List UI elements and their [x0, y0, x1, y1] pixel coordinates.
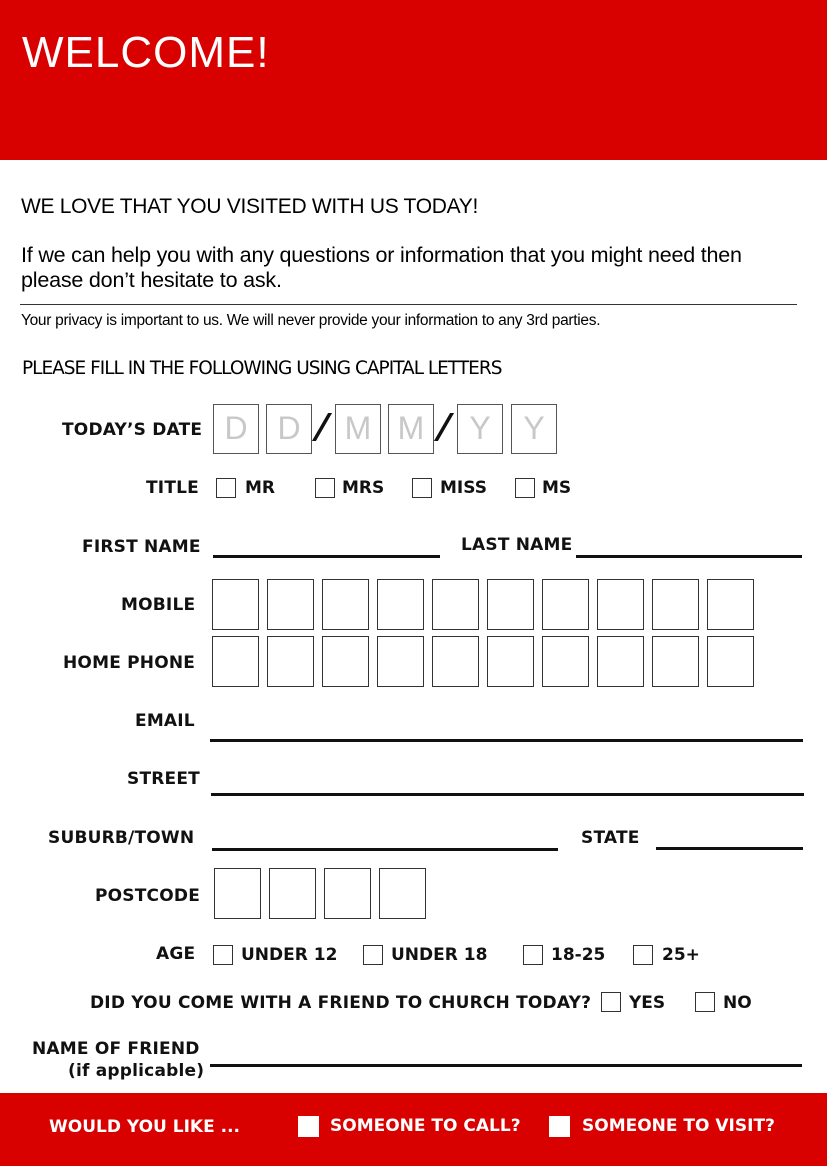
home-phone-digit-box[interactable] [377, 636, 424, 687]
age-25-plus-checkbox[interactable] [633, 945, 653, 965]
age-18-25-checkbox[interactable] [523, 945, 543, 965]
age-25-plus-label: 25+ [662, 945, 700, 965]
title-mrs-label: MRS [342, 478, 385, 498]
title-mr-checkbox[interactable] [216, 478, 236, 498]
date-separator [312, 413, 332, 441]
call-checkbox[interactable] [298, 1116, 319, 1137]
age-under-12-checkbox[interactable] [213, 945, 233, 965]
mobile-digit-box[interactable] [267, 579, 314, 630]
friend-yes-checkbox[interactable] [601, 992, 621, 1012]
visit-option-label: SOMEONE TO VISIT? [582, 1116, 775, 1136]
age-under-12-label: UNDER 12 [241, 945, 338, 965]
visit-checkbox[interactable] [549, 1116, 570, 1137]
age-under-18-label: UNDER 18 [391, 945, 488, 965]
state-label: STATE [581, 828, 640, 848]
mobile-digit-box[interactable] [212, 579, 259, 630]
mobile-digit-box[interactable] [597, 579, 644, 630]
mobile-label: MOBILE [121, 595, 196, 615]
intro-heading: WE LOVE THAT YOU VISITED WITH US TODAY! [21, 195, 478, 218]
home-phone-digit-box[interactable] [652, 636, 699, 687]
postcode-digit-box[interactable] [379, 868, 426, 919]
mobile-digit-box[interactable] [322, 579, 369, 630]
mobile-digit-box[interactable] [487, 579, 534, 630]
date-day-digit-1[interactable]: D [213, 404, 259, 454]
header-banner [0, 0, 827, 160]
title-miss-checkbox[interactable] [412, 478, 432, 498]
mobile-digit-box[interactable] [707, 579, 754, 630]
page-title: WELCOME! [22, 28, 270, 77]
friend-yes-label: YES [629, 993, 666, 1013]
home-phone-digit-box[interactable] [212, 636, 259, 687]
home-phone-label: HOME PHONE [63, 653, 196, 673]
street-field[interactable] [211, 793, 804, 796]
postcode-digit-box[interactable] [324, 868, 371, 919]
title-mrs-checkbox[interactable] [315, 478, 335, 498]
title-miss-label: MISS [440, 478, 487, 498]
title-ms-label: MS [542, 478, 572, 498]
state-field[interactable] [656, 847, 803, 850]
friend-no-label: NO [723, 993, 752, 1013]
suburb-label: SUBURB/TOWN [48, 828, 195, 848]
age-18-25-label: 18-25 [551, 945, 606, 965]
suburb-field[interactable] [212, 848, 558, 851]
mobile-digit-box[interactable] [432, 579, 479, 630]
street-label: STREET [127, 769, 200, 789]
footer-banner [0, 1093, 827, 1166]
friend-name-field[interactable] [210, 1064, 802, 1067]
postcode-digit-box[interactable] [269, 868, 316, 919]
mobile-digit-box[interactable] [652, 579, 699, 630]
home-phone-digit-box[interactable] [267, 636, 314, 687]
friend-no-checkbox[interactable] [695, 992, 715, 1012]
date-month-digit-1[interactable]: M [335, 404, 381, 454]
date-day-digit-2[interactable]: D [266, 404, 312, 454]
last-name-field[interactable] [576, 555, 802, 558]
footer-prompt: WOULD YOU LIKE ... [49, 1117, 240, 1137]
postcode-label: POSTCODE [95, 886, 201, 906]
home-phone-digit-box[interactable] [597, 636, 644, 687]
home-phone-digit-box[interactable] [707, 636, 754, 687]
friend-question-label: DID YOU COME WITH A FRIEND TO CHURCH TODAY? [90, 993, 592, 1013]
title-mr-label: MR [245, 478, 276, 498]
title-ms-checkbox[interactable] [515, 478, 535, 498]
intro-text: If we can help you with any questions or information that you might need then please don’t hesitate to ask. [21, 243, 742, 292]
postcode-digit-box[interactable] [214, 868, 261, 919]
divider [20, 304, 797, 305]
home-phone-digit-box[interactable] [322, 636, 369, 687]
mobile-digit-box[interactable] [377, 579, 424, 630]
date-year-digit-2[interactable]: Y [511, 404, 557, 454]
friend-name-hint: (if applicable) [68, 1061, 205, 1081]
email-field[interactable] [210, 739, 803, 742]
date-label: TODAY’S DATE [62, 420, 203, 440]
date-separator [434, 413, 454, 441]
email-label: EMAIL [135, 711, 195, 731]
age-under-18-checkbox[interactable] [363, 945, 383, 965]
home-phone-digit-box[interactable] [432, 636, 479, 687]
form-instructions: PLEASE FILL IN THE FOLLOWING USING CAPITAL LETTERS [22, 358, 502, 379]
date-month-digit-2[interactable]: M [388, 404, 434, 454]
home-phone-digit-box[interactable] [487, 636, 534, 687]
age-label: AGE [156, 944, 196, 964]
title-label: TITLE [146, 478, 199, 498]
privacy-notice: Your privacy is important to us. We will never provide your information to any 3rd parties. [21, 312, 601, 329]
date-year-digit-1[interactable]: Y [457, 404, 503, 454]
first-name-field[interactable] [213, 555, 440, 558]
home-phone-digit-box[interactable] [542, 636, 589, 687]
call-option-label: SOMEONE TO CALL? [330, 1116, 521, 1136]
mobile-digit-box[interactable] [542, 579, 589, 630]
first-name-label: FIRST NAME [82, 537, 201, 557]
last-name-label: LAST NAME [461, 535, 573, 555]
friend-name-label: NAME OF FRIEND [32, 1039, 200, 1059]
